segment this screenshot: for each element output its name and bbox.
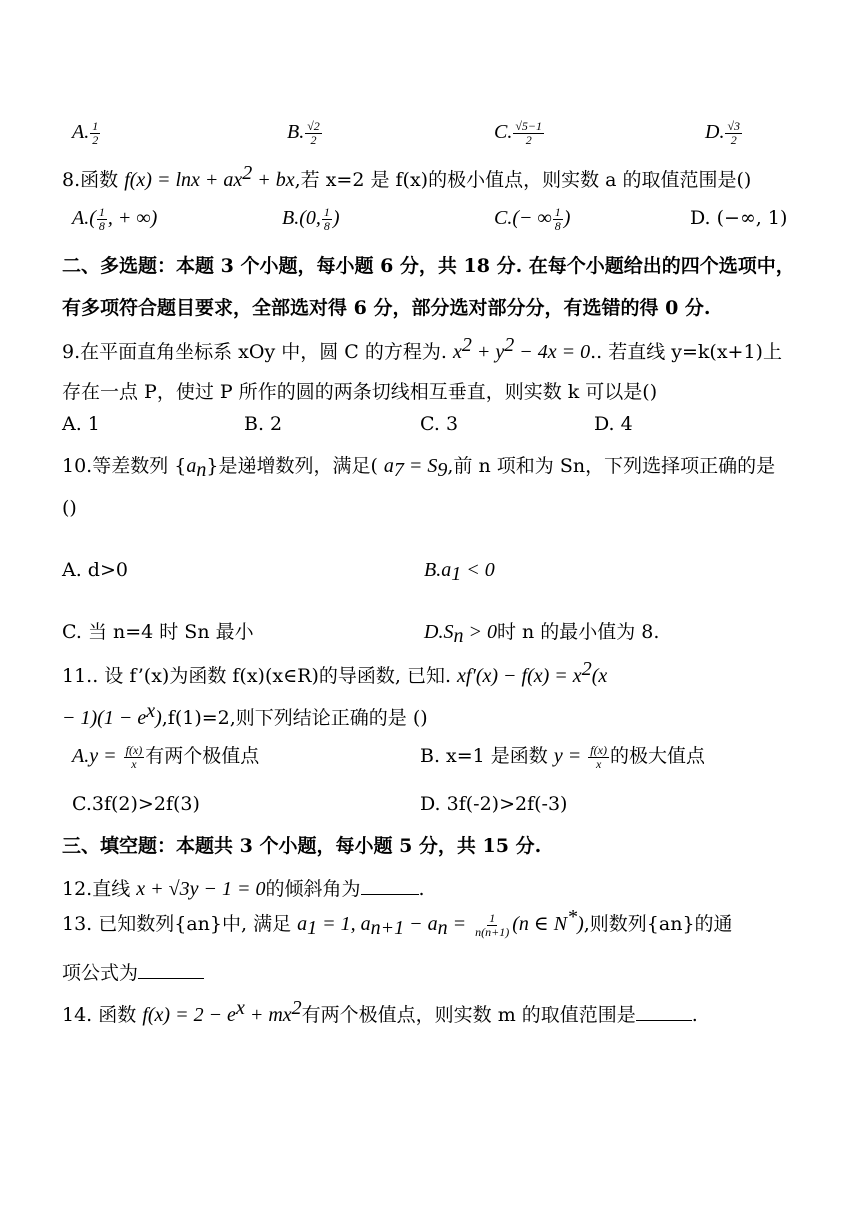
q9-option-a: A. 1	[62, 413, 100, 435]
fraction: $\frac{√5-1}{2}$	[515, 118, 543, 147]
q8-stem: 8.函数 $f(x) = \ln x + ax^2$ + bx,若 x=2 是 f(x)的极小值点，则实数 a 的取值范围是()	[62, 162, 752, 191]
q11-option-a: A.y = $\frac{f(x)}{x}$ 有两个极值点	[72, 742, 260, 771]
fraction: $\frac{1}{2}$	[92, 118, 99, 147]
q10-stem-line2: ()	[62, 497, 77, 519]
q13-stem-line2: 项公式为	[62, 958, 204, 987]
q11-option-d: D. 3f(-2)>2f(-3)	[420, 793, 568, 815]
q8-option-d: D. (−∞, 1)	[690, 207, 788, 229]
q11-option-c: C.3f(2)>2f(3)	[72, 793, 200, 815]
fraction: $\frac{√3}{2}$	[727, 118, 741, 147]
q8-option-b: B.(0, $\frac{1}{8}$ )	[282, 204, 340, 233]
q9-option-c: C. 3	[420, 413, 459, 435]
q9-option-b: B. 2	[244, 413, 283, 435]
q11-stem-line2: − $1)(1 - e^x),f(1)=2$,则下列结论正确的是 ()	[62, 700, 428, 729]
q10-option-b: $B.a_1 < 0$	[424, 559, 495, 585]
section-2-instructions: 有多项符合题目要求，全部选对得 6 分，部分选对部分分，有选错的得 0 分.	[62, 297, 711, 319]
q9-stem-line2: 存在一点 P，使过 P 所作的圆的两条切线相互垂直，则实数 k 可以是()	[62, 381, 658, 403]
q11-option-b: B. x=1 是函数 y = $\frac{f(x)}{x}$ 的极大值点	[420, 742, 705, 771]
fraction: $\frac{1}{n(n+1)}$	[475, 910, 510, 939]
q9-option-d: D. 4	[594, 413, 633, 435]
section-2-heading: 二、多选题：本题 3 个小题，每小题 6 分，共 18 分. 在每个小题给出的四个选项中，	[62, 255, 795, 277]
fraction: $\frac{1}{8}$	[98, 204, 105, 233]
q10-option-c: C. 当 n=4 时 Sn 最小	[62, 621, 254, 643]
q10-option-d: $D.S_n > 0$时 n 的最小值为 8.	[424, 621, 660, 647]
fraction: $\frac{1}{8}$	[323, 204, 330, 233]
fraction: $\frac{f(x)}{x}$	[125, 742, 143, 771]
section-3-heading: 三、填空题：本题共 3 个小题，每小题 5 分，共 15 分.	[62, 835, 542, 857]
q7-option-d: D. $\frac{√3}{2}$	[705, 118, 741, 147]
q10-stem: 10.等差数列 $\{a_n\}$是递增数列，满足( $a_7 = S_9$,前 n 项和为 Sn，下列选择项正确的是	[62, 455, 776, 481]
fraction: $\frac{f(x)}{x}$	[590, 742, 607, 771]
q12-stem: 12.直线 x + √3y − 1 = 0的倾斜角为 .	[62, 874, 425, 903]
answer-blank[interactable]	[636, 1000, 692, 1021]
q7-option-b: B. $\frac{√2}{2}$	[287, 118, 320, 147]
q11-stem: 11.. 设 f’(x)为函数 f(x)(x∈R)的导函数, 已知. $xf'(x) - f(x) = x^2(x$	[62, 658, 608, 687]
q8-option-a: A.( $\frac{1}{8}$ , + ∞)	[72, 204, 158, 233]
q13-stem: 13. 已知数列{an}中, 满足 $a_1 = 1$, $a_{n+1} - a_n$ = $\frac{1}{n(n+1)}$ (n ∈ N*),则数列{an}的通	[62, 906, 733, 939]
q7-option-a: A. $\frac{1}{2}$	[72, 118, 99, 147]
q7-option-c: C. $\frac{√5-1}{2}$	[494, 118, 543, 147]
q8-option-c: C.(− ∞ $\frac{1}{8}$ )	[494, 204, 571, 233]
fraction: $\frac{√2}{2}$	[307, 118, 320, 147]
answer-blank[interactable]	[361, 874, 419, 895]
answer-blank[interactable]	[138, 958, 204, 979]
q10-option-a: A. d>0	[62, 559, 128, 581]
q14-stem: 14. 函数 $f(x) = 2 - e^x + mx^2$有两个极值点，则实数 m 的取值范围是 .	[62, 997, 698, 1026]
fraction: $\frac{1}{8}$	[554, 204, 561, 233]
q9-stem: 9.在平面直角坐标系 xOy 中，圆 C 的方程为. $x^2 + y^2 - 4x = 0$.. 若直线 y=k(x+1)上	[62, 334, 782, 363]
